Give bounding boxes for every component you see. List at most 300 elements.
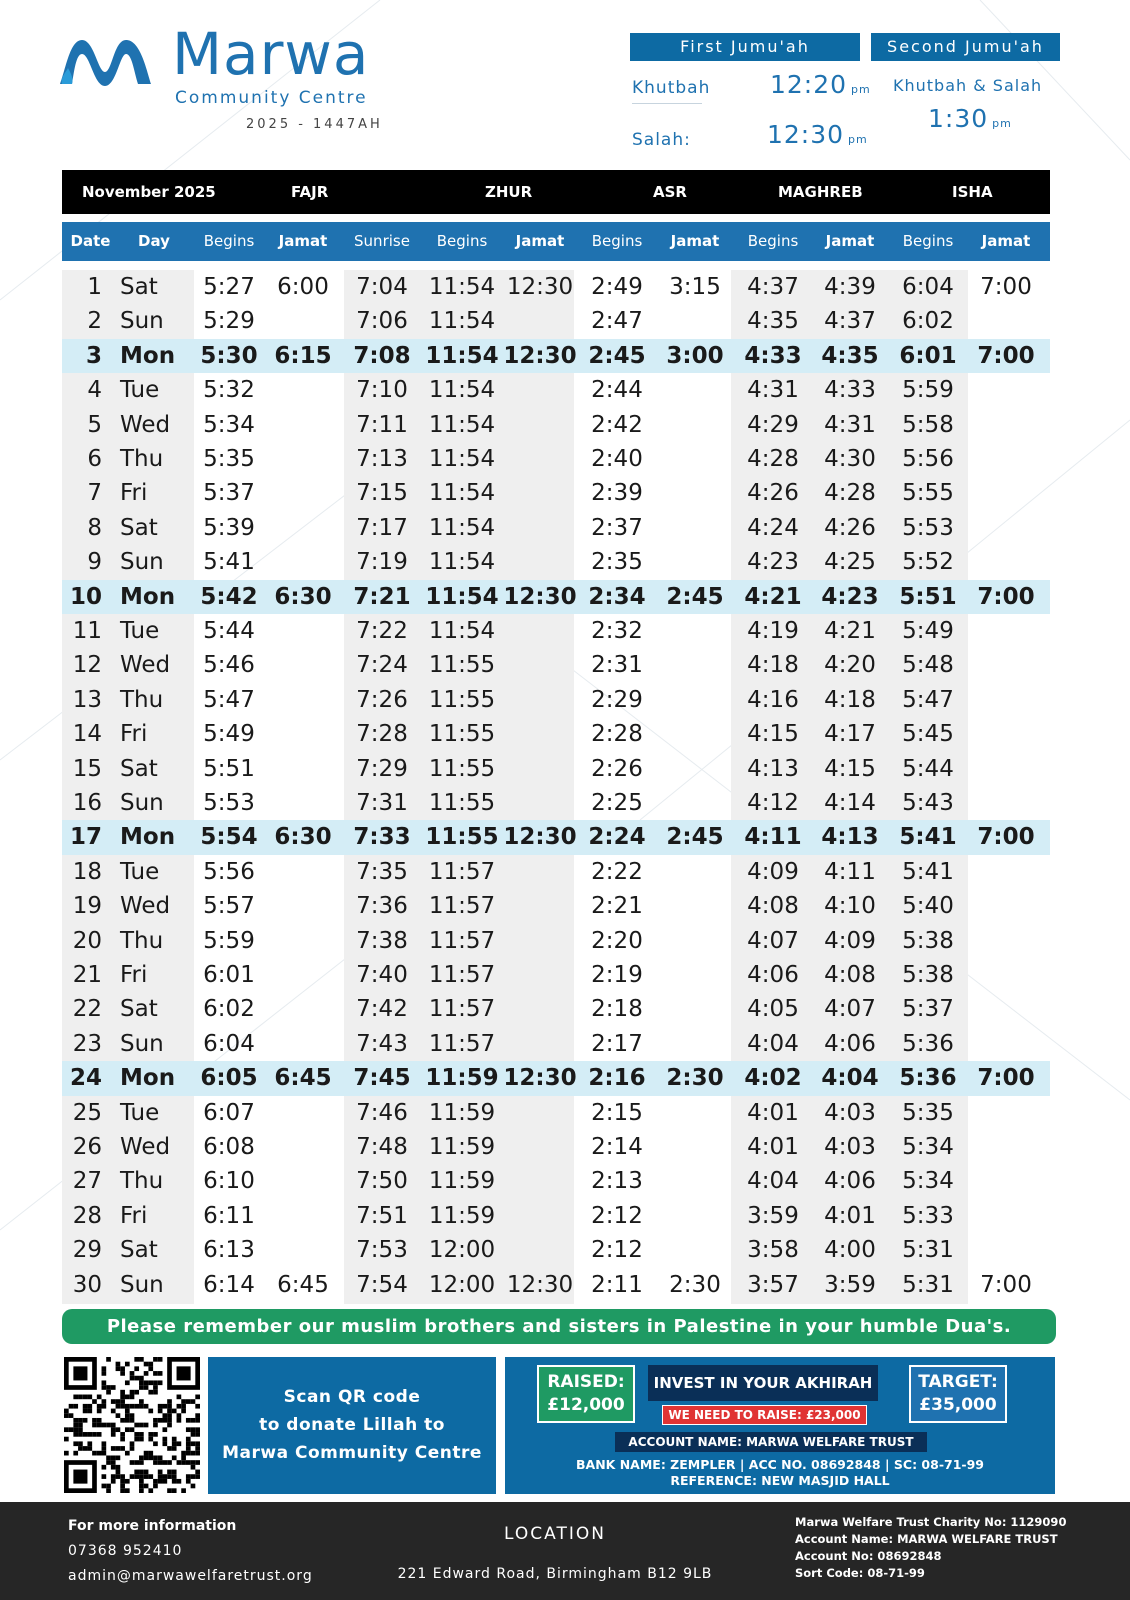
bank-reference: REFERENCE: NEW MASJID HALL: [670, 1473, 890, 1488]
zhur-begins-cell: 11:54: [428, 480, 496, 507]
scan-line: to donate Lillah to: [259, 1415, 445, 1435]
table-row: [62, 1061, 1050, 1095]
fajr-begins-cell: 5:46: [203, 652, 255, 679]
dua-banner: Please remember our muslim brothers and sisters in Palestine in your humble Dua's.: [62, 1309, 1056, 1344]
col-isha-jamat: Jamat: [981, 232, 1031, 250]
isha-begins-cell: 5:41: [899, 824, 957, 851]
asr-begins-cell: 2:20: [591, 927, 643, 954]
maghreb-jamat-cell: 4:08: [824, 962, 876, 988]
maghreb-begins-cell: 4:13: [747, 755, 799, 782]
fajr-begins-cell: 5:49: [203, 721, 255, 748]
day-cell: Sun: [120, 1030, 164, 1057]
sunrise-cell: 7:54: [356, 1271, 408, 1298]
table-row: [62, 442, 1050, 476]
col-maghreb-jamat: Jamat: [825, 232, 875, 250]
phone-number[interactable]: 07368 952410: [68, 1543, 183, 1559]
sunrise-cell: 7:10: [356, 377, 408, 404]
day-cell: Sun: [120, 1271, 164, 1298]
maghreb-begins-cell: 4:02: [744, 1065, 802, 1092]
isha-begins-cell: 5:31: [902, 1237, 954, 1264]
day-cell: Mon: [120, 1065, 176, 1092]
table-row: [62, 924, 1050, 958]
fajr-jamat-cell: 6:30: [274, 824, 332, 851]
timetable-body: [62, 270, 1050, 1304]
zhur-begins-cell: 11:54: [428, 514, 496, 541]
sunrise-cell: 7:13: [356, 446, 408, 472]
maghreb-jamat-cell: 4:31: [824, 411, 876, 438]
fajr-begins-cell: 5:27: [203, 274, 255, 300]
isha-begins-cell: 5:55: [902, 480, 954, 507]
fajr-begins-cell: 5:44: [203, 618, 255, 644]
day-cell: Thu: [120, 686, 164, 713]
maghreb-jamat-cell: 4:03: [824, 1134, 876, 1160]
day-cell: Sat: [120, 514, 158, 541]
maghreb-jamat-cell: 3:59: [824, 1271, 876, 1298]
day-cell: Fri: [120, 1202, 148, 1229]
day-cell: Tue: [120, 858, 160, 885]
asr-begins-cell: 2:37: [591, 514, 643, 541]
day-cell: Wed: [120, 893, 171, 920]
asr-begins-cell: 2:11: [591, 1271, 643, 1298]
zhur-jamat-cell: 12:30: [506, 1271, 574, 1298]
zhur-begins-cell: 12:00: [428, 1271, 496, 1298]
date-cell: 14: [72, 721, 102, 748]
day-cell: Sat: [120, 1237, 158, 1264]
table-row: [62, 580, 1050, 614]
table-row: [62, 476, 1050, 510]
maghreb-begins-cell: 4:04: [747, 1168, 799, 1195]
asr-jamat-cell: 2:45: [666, 824, 724, 851]
zhur-begins-cell: 11:55: [428, 652, 496, 679]
maghreb-begins-cell: 4:18: [747, 652, 799, 679]
sunrise-cell: 7:17: [356, 514, 408, 541]
sunrise-cell: 7:48: [356, 1134, 408, 1160]
maghreb-begins-cell: 4:01: [747, 1099, 799, 1126]
isha-begins-cell: 5:36: [902, 1030, 954, 1057]
asr-begins-cell: 2:39: [591, 480, 643, 507]
sunrise-cell: 7:08: [353, 342, 411, 369]
charity-line: Account Name: MARWA WELFARE TRUST: [795, 1532, 1058, 1546]
asr-begins-cell: 2:19: [591, 962, 643, 988]
date-cell: 27: [72, 1168, 102, 1195]
date-cell: 12: [72, 652, 102, 679]
asr-jamat-cell: 3:00: [666, 342, 724, 369]
zhur-begins-cell: 11:57: [428, 962, 496, 988]
zhur-begins-cell: 11:55: [425, 824, 499, 851]
maghreb-begins-cell: 4:06: [747, 962, 799, 988]
zhur-begins-cell: 11:57: [428, 1030, 496, 1057]
col-fajr-jamat: Jamat: [278, 232, 328, 250]
date-cell: 13: [72, 686, 102, 713]
date-cell: 17: [69, 824, 102, 851]
date-cell: 24: [69, 1065, 102, 1092]
bank-details: [505, 1457, 1055, 1489]
sunrise-cell: 7:11: [356, 411, 408, 438]
sunrise-cell: 7:50: [356, 1168, 408, 1195]
day-cell: Sun: [120, 790, 164, 816]
day-cell: Tue: [120, 1099, 160, 1126]
sunrise-cell: 7:53: [356, 1237, 408, 1264]
asr-begins-cell: 2:47: [591, 308, 643, 335]
isha-jamat-cell: 7:00: [980, 1271, 1032, 1298]
maghreb-begins-cell: 4:26: [747, 480, 799, 507]
fajr-begins-cell: 5:53: [203, 790, 255, 816]
date-cell: 9: [87, 549, 102, 576]
fundraising-panel: [505, 1357, 1055, 1494]
isha-begins-cell: 5:59: [902, 377, 954, 404]
table-row: [62, 855, 1050, 889]
isha-begins-cell: 5:34: [902, 1168, 954, 1195]
isha-begins-cell: 5:49: [902, 618, 954, 644]
maghreb-jamat-cell: 4:10: [824, 893, 876, 920]
maghreb-begins-cell: 4:33: [744, 342, 802, 369]
brand-subtitle: Community Centre: [175, 88, 368, 108]
maghreb-jamat-cell: 4:33: [824, 377, 876, 404]
asr-jamat-cell: 2:45: [666, 583, 724, 610]
fajr-begins-cell: 6:14: [203, 1271, 255, 1298]
col-zhur-begins: Begins: [436, 232, 488, 250]
second-jumuah-time: 1:30 pm: [928, 104, 1012, 133]
maghreb-jamat-cell: 4:28: [824, 480, 876, 507]
zhur-begins-cell: 11:54: [428, 377, 496, 404]
isha-begins-cell: 5:44: [902, 755, 954, 782]
account-name: ACCOUNT NAME: MARWA WELFARE TRUST: [615, 1432, 927, 1452]
zhur-begins-cell: 11:59: [428, 1202, 496, 1229]
table-row: [62, 1199, 1050, 1233]
asr-begins-cell: 2:13: [591, 1168, 643, 1195]
isha-begins-cell: 5:52: [902, 549, 954, 576]
table-row: [62, 820, 1050, 854]
col-maghreb-begins: Begins: [747, 232, 799, 250]
fajr-heading: FAJR: [291, 183, 329, 201]
fajr-begins-cell: 5:35: [203, 446, 255, 472]
sunrise-cell: 7:28: [356, 721, 408, 748]
maghreb-begins-cell: 4:01: [747, 1134, 799, 1160]
isha-begins-cell: 5:37: [902, 996, 954, 1023]
asr-begins-cell: 2:42: [591, 411, 643, 438]
maghreb-begins-cell: 4:23: [747, 549, 799, 576]
maghreb-jamat-cell: 4:06: [824, 1030, 876, 1057]
isha-jamat-cell: 7:00: [977, 1065, 1035, 1092]
day-cell: Thu: [120, 1168, 164, 1195]
asr-begins-cell: 2:32: [591, 618, 643, 644]
table-row: [62, 614, 1050, 648]
zhur-begins-cell: 11:57: [428, 927, 496, 954]
day-cell: Sat: [120, 996, 158, 1023]
day-cell: Fri: [120, 962, 148, 988]
sunrise-cell: 7:38: [356, 927, 408, 954]
fajr-begins-cell: 6:01: [203, 962, 255, 988]
fajr-begins-cell: 5:57: [203, 893, 255, 920]
fajr-begins-cell: 5:37: [203, 480, 255, 507]
date-cell: 16: [72, 790, 102, 816]
maghreb-begins-cell: 4:19: [747, 618, 799, 644]
col-sunrise: Sunrise: [354, 232, 410, 250]
date-cell: 22: [72, 996, 102, 1023]
col-asr-begins: Begins: [591, 232, 643, 250]
asr-heading: ASR: [653, 183, 687, 201]
date-cell: 18: [72, 858, 102, 885]
calendar-year: 2025 - 1447AH: [246, 117, 383, 132]
day-cell: Wed: [120, 652, 171, 679]
zhur-jamat-cell: 12:30: [503, 583, 577, 610]
table-row: [62, 683, 1050, 717]
zhur-begins-cell: 11:59: [428, 1134, 496, 1160]
maghreb-begins-cell: 3:59: [747, 1202, 799, 1229]
sunrise-cell: 7:15: [356, 480, 408, 507]
zhur-begins-cell: 11:55: [428, 790, 496, 816]
date-cell: 26: [72, 1134, 102, 1160]
asr-begins-cell: 2:12: [591, 1202, 643, 1229]
fajr-begins-cell: 6:05: [200, 1065, 258, 1092]
sunrise-cell: 7:35: [356, 858, 408, 885]
maghreb-jamat-cell: 4:30: [824, 446, 876, 472]
isha-begins-cell: 6:04: [902, 274, 954, 300]
table-row: [62, 373, 1050, 407]
day-cell: Tue: [120, 377, 160, 404]
sunrise-cell: 7:42: [356, 996, 408, 1023]
asr-begins-cell: 2:25: [591, 790, 643, 816]
target-label: TARGET:: [918, 1372, 998, 1392]
fajr-jamat-cell: 6:45: [274, 1065, 332, 1092]
date-cell: 20: [72, 927, 102, 954]
maghreb-jamat-cell: 4:35: [821, 342, 879, 369]
maghreb-jamat-cell: 4:07: [824, 996, 876, 1023]
bank-line: BANK NAME: ZEMPLER | ACC NO. 08692848 | SC: 08-71-99: [576, 1457, 984, 1472]
maghreb-jamat-cell: 4:00: [824, 1237, 876, 1264]
zhur-begins-cell: 11:55: [428, 686, 496, 713]
fajr-begins-cell: 5:39: [203, 514, 255, 541]
sunrise-cell: 7:24: [356, 652, 408, 679]
maghreb-begins-cell: 4:28: [747, 446, 799, 472]
date-cell: 1: [87, 274, 102, 300]
day-cell: Tue: [120, 618, 160, 644]
target-value: £35,000: [919, 1395, 997, 1415]
day-cell: Thu: [120, 927, 164, 954]
zhur-begins-cell: 11:54: [428, 618, 496, 644]
isha-begins-cell: 5:34: [902, 1134, 954, 1160]
table-row: [62, 270, 1050, 304]
charity-line: Marwa Welfare Trust Charity No: 1129090: [795, 1515, 1067, 1529]
donation-qr-code-icon[interactable]: [62, 1357, 202, 1493]
zhur-begins-cell: 11:54: [428, 308, 496, 335]
fajr-begins-cell: 5:59: [203, 927, 255, 954]
date-cell: 5: [87, 411, 102, 438]
isha-begins-cell: 5:45: [902, 721, 954, 748]
asr-jamat-cell: 2:30: [669, 1271, 721, 1298]
maghreb-jamat-cell: 4:09: [824, 927, 876, 954]
asr-begins-cell: 2:17: [591, 1030, 643, 1057]
date-cell: 30: [72, 1271, 102, 1298]
zhur-begins-cell: 11:57: [428, 893, 496, 920]
asr-begins-cell: 2:24: [588, 824, 646, 851]
maghreb-jamat-cell: 4:23: [821, 583, 879, 610]
isha-jamat-cell: 7:00: [977, 342, 1035, 369]
sunrise-cell: 7:29: [356, 755, 408, 782]
zhur-begins-cell: 12:00: [428, 1237, 496, 1264]
asr-begins-cell: 2:16: [588, 1065, 646, 1092]
fajr-jamat-cell: 6:30: [274, 583, 332, 610]
salah-time: 12:30 pm: [767, 120, 868, 149]
maghreb-begins-cell: 4:29: [747, 411, 799, 438]
col-zhur-jamat: Jamat: [515, 232, 565, 250]
day-cell: Fri: [120, 721, 148, 748]
isha-begins-cell: 5:56: [902, 446, 954, 472]
date-cell: 8: [87, 514, 102, 541]
fajr-begins-cell: 6:08: [203, 1134, 255, 1160]
fajr-begins-cell: 6:04: [203, 1030, 255, 1057]
asr-begins-cell: 2:40: [591, 446, 643, 472]
fajr-begins-cell: 6:10: [203, 1168, 255, 1195]
asr-begins-cell: 2:28: [591, 721, 643, 748]
isha-begins-cell: 5:41: [902, 858, 954, 885]
asr-begins-cell: 2:14: [591, 1134, 643, 1160]
sunrise-cell: 7:04: [356, 274, 408, 300]
table-row: [62, 1096, 1050, 1130]
maghreb-begins-cell: 4:16: [747, 686, 799, 713]
zhur-begins-cell: 11:59: [428, 1168, 496, 1195]
day-cell: Fri: [120, 480, 148, 507]
maghreb-begins-cell: 4:04: [747, 1030, 799, 1057]
day-cell: Thu: [120, 446, 164, 472]
table-row: [62, 992, 1050, 1026]
col-isha-begins: Begins: [902, 232, 954, 250]
day-cell: Wed: [120, 1134, 171, 1160]
first-jumuah-title: First Jumu'ah: [630, 33, 860, 61]
table-row: [62, 648, 1050, 682]
date-cell: 19: [72, 893, 102, 920]
isha-begins-cell: 5:53: [902, 514, 954, 541]
charity-line: Account No: 08692848: [795, 1549, 942, 1563]
day-cell: Mon: [120, 824, 176, 851]
isha-begins-cell: 5:58: [902, 411, 954, 438]
asr-begins-cell: 2:44: [591, 377, 643, 404]
zhur-begins-cell: 11:57: [428, 996, 496, 1023]
salah-label: Salah:: [632, 130, 691, 150]
zhur-begins-cell: 11:54: [425, 342, 499, 369]
raised-value: £12,000: [547, 1395, 625, 1415]
maghreb-jamat-cell: 4:15: [824, 755, 876, 782]
asr-begins-cell: 2:31: [591, 652, 643, 679]
isha-begins-cell: 5:48: [902, 652, 954, 679]
isha-begins-cell: 6:01: [899, 342, 957, 369]
second-jumuah-title: Second Jumu'ah: [871, 33, 1060, 61]
table-row: [62, 1268, 1050, 1302]
table-row: [62, 1233, 1050, 1267]
asr-begins-cell: 2:18: [591, 996, 643, 1023]
zhur-jamat-cell: 12:30: [506, 274, 574, 300]
table-row: [62, 408, 1050, 442]
isha-begins-cell: 5:38: [902, 962, 954, 988]
sunrise-cell: 7:22: [356, 618, 408, 644]
maghreb-begins-cell: 4:15: [747, 721, 799, 748]
fajr-jamat-cell: 6:15: [274, 342, 332, 369]
date-cell: 11: [72, 618, 102, 644]
zhur-begins-cell: 11:54: [428, 411, 496, 438]
asr-begins-cell: 2:49: [591, 274, 643, 300]
month-title: November 2025: [82, 183, 216, 201]
day-cell: Wed: [120, 411, 171, 438]
sunrise-cell: 7:33: [353, 824, 411, 851]
table-row: [62, 786, 1050, 820]
col-fajr-begins: Begins: [203, 232, 255, 250]
zhur-begins-cell: 11:54: [428, 446, 496, 472]
zhur-begins-cell: 11:54: [425, 583, 499, 610]
fajr-begins-cell: 6:02: [203, 996, 255, 1023]
zhur-jamat-cell: 12:30: [503, 824, 577, 851]
maghreb-jamat-cell: 4:20: [824, 652, 876, 679]
raised-badge: [537, 1365, 635, 1423]
sunrise-cell: 7:45: [353, 1065, 411, 1092]
table-row: [62, 752, 1050, 786]
day-cell: Sun: [120, 308, 164, 335]
table-row: [62, 1164, 1050, 1198]
charity-line: Sort Code: 08-71-99: [795, 1566, 925, 1580]
maghreb-begins-cell: 3:58: [747, 1237, 799, 1264]
sunrise-cell: 7:06: [356, 308, 408, 335]
date-cell: 6: [87, 446, 102, 472]
fajr-begins-cell: 6:11: [203, 1202, 255, 1229]
table-row: [62, 545, 1050, 579]
fajr-begins-cell: 5:32: [203, 377, 255, 404]
fajr-begins-cell: 6:13: [203, 1237, 255, 1264]
maghreb-begins-cell: 4:21: [744, 583, 802, 610]
email-link[interactable]: admin@marwawelfaretrust.org: [68, 1568, 313, 1584]
maghreb-jamat-cell: 4:03: [824, 1099, 876, 1126]
zhur-begins-cell: 11:55: [428, 721, 496, 748]
maghreb-jamat-cell: 4:26: [824, 514, 876, 541]
fajr-jamat-cell: 6:00: [277, 274, 329, 300]
date-cell: 29: [72, 1237, 102, 1264]
raised-label: RAISED:: [547, 1372, 625, 1392]
col-day: Day: [138, 232, 170, 250]
isha-begins-cell: 5:43: [902, 790, 954, 816]
col-date: Date: [70, 232, 111, 250]
isha-begins-cell: 5:40: [902, 893, 954, 920]
isha-begins-cell: 5:38: [902, 927, 954, 954]
zhur-jamat-cell: 12:30: [503, 342, 577, 369]
maghreb-begins-cell: 3:57: [747, 1271, 799, 1298]
zhur-begins-cell: 11:59: [425, 1065, 499, 1092]
isha-jamat-cell: 7:00: [977, 583, 1035, 610]
khutbah-time: 12:20 pm: [770, 70, 871, 99]
column-header-row: [62, 222, 1050, 261]
date-cell: 23: [72, 1030, 102, 1057]
isha-begins-cell: 5:31: [902, 1271, 954, 1298]
col-asr-jamat: Jamat: [670, 232, 720, 250]
fajr-begins-cell: 6:07: [203, 1099, 255, 1126]
asr-begins-cell: 2:26: [591, 755, 643, 782]
fajr-begins-cell: 5:41: [203, 549, 255, 576]
asr-begins-cell: 2:34: [588, 583, 646, 610]
sunrise-cell: 7:40: [356, 962, 408, 988]
fajr-jamat-cell: 6:45: [277, 1271, 329, 1298]
fajr-begins-cell: 5:56: [203, 858, 255, 885]
charity-details: [795, 1514, 1066, 1582]
location-title: LOCATION: [504, 1524, 606, 1544]
fajr-begins-cell: 5:47: [203, 686, 255, 713]
need-to-raise: WE NEED TO RAISE: £23,000: [662, 1405, 867, 1425]
fajr-begins-cell: 5:34: [203, 411, 255, 438]
sunrise-cell: 7:21: [353, 583, 411, 610]
asr-begins-cell: 2:21: [591, 893, 643, 920]
date-cell: 15: [72, 755, 102, 782]
maghreb-begins-cell: 4:35: [747, 308, 799, 335]
maghreb-jamat-cell: 4:01: [824, 1202, 876, 1229]
isha-begins-cell: 5:36: [899, 1065, 957, 1092]
date-cell: 4: [87, 377, 102, 404]
table-row: [62, 304, 1050, 338]
